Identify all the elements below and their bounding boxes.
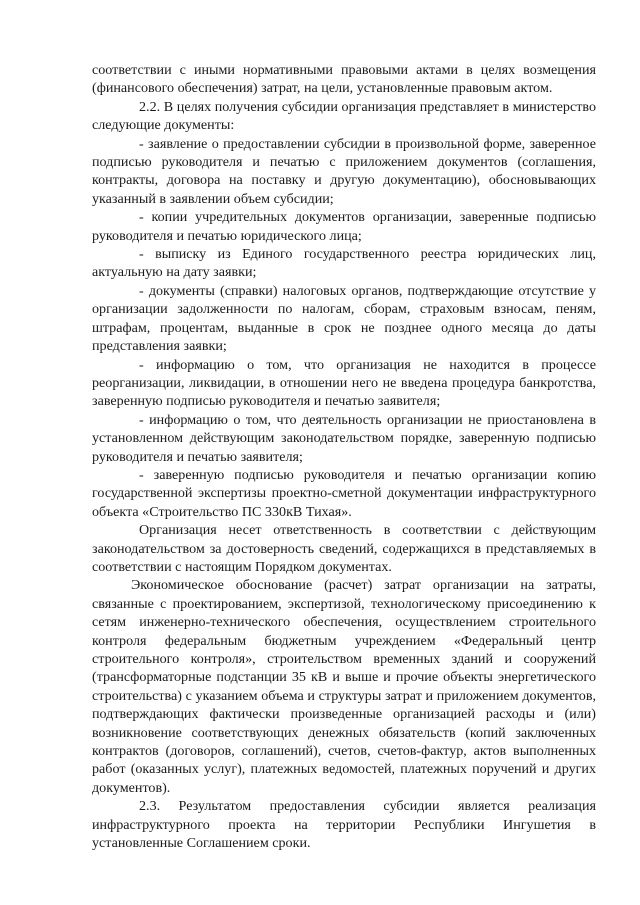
- list-item-application: - заявление о предоставлении субсидии в произвольной форме, заверенное подписью руководителя и печатью с приложением документов (соглашения, контракты, договора на поставку и другую документацию), обосновывающих указанный в заявлении объем субсидии;: [92, 135, 596, 207]
- list-item-registry-extract: - выписку из Единого государственного реестра юридических лиц, актуальную на дату заявки;: [92, 246, 596, 281]
- list-item-state-expertise: - заверенную подписью руководителя и печатью организации копию государственной экспертизы проектно-сметной документации инфраструктурного объекта «Строительство ПС 330кВ Тихая».: [92, 466, 596, 520]
- paragraph-continuation: соответствии с иными нормативными правовыми актами в целях возмещения (финансового обеспечения) затрат, на цели, установленные правовым актом.: [92, 62, 596, 97]
- document-page: [92, 61, 596, 852]
- list-item-no-reorganization: - информацию о том, что организация не находится в процессе реорганизации, ликвидации, в отношении него не введена процедура банкротства, заверенную подписью руководителя и печатью заявителя;: [92, 356, 596, 410]
- paragraph-section-2-3: 2.3. Результатом предоставления субсидии является реализация инфраструктурного проекта на территории Республики Ингушетия в установленные Соглашением сроки.: [92, 798, 596, 852]
- paragraph-section-2-2: 2.2. В целях получения субсидии организация представляет в министерство следующие документы:: [92, 98, 596, 134]
- list-item-activity-not-suspended: - информацию о том, что деятельность организации не приостановлена в установленном действующим законодательством порядке, заверенную подписью руководителя и печатью заявителя;: [92, 411, 596, 465]
- list-item-tax-certificates: - документы (справки) налоговых органов, подтверждающие отсутствие у организации задолженности по налогам, сборам, страховым взносам, пеням, штрафам, процентам, выданные в срок не позднее одного месяца до даты представления заявки;: [92, 282, 596, 355]
- paragraph-responsibility: Организация несет ответственность в соответствии с действующим законодательством за достоверность сведений, содержащихся в представляемых в соответствии с настоящим Порядком документах.: [92, 522, 596, 575]
- list-item-founding-documents: - копии учредительных документов организации, заверенные подписью руководителя и печатью юридического лица;: [92, 209, 596, 244]
- paragraph-economic-justification: Экономическое обоснование (расчет) затрат организации на затраты, связанные с проектированием, экспертизой, технологическому присоединению к сетям инженерно-технического обеспечения, осуществлением строительного контроля федеральным бюджетным учреждением «Федеральный центр строительного контроля», строительством временных зданий и сооружений (трансформаторные подстанции 35 кВ и выше и прочие объекты энергетического строительства) с указанием объема и структуры затрат и приложением документов, подтверждающих фактически произведенные организацией расходы и (или) возникновение соответствующих денежных обязательств (копий заключенных контрактов (договоров, соглашений), счетов, счетов-фактур, актов выполненных работ (оказанных услуг), платежных ведомостей, платежных поручений и других документов).: [92, 577, 596, 796]
